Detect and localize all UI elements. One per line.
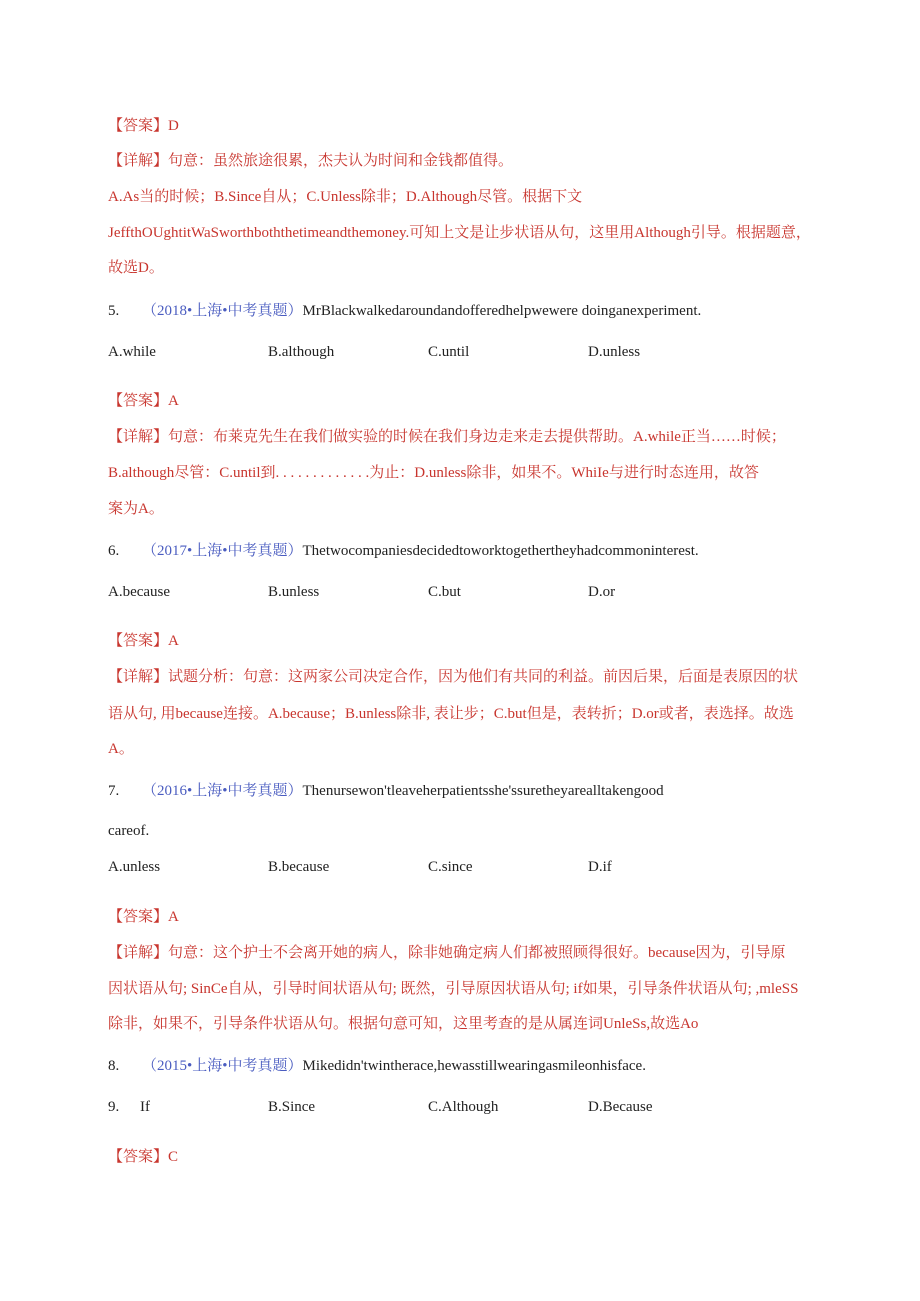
q8-option-a-number: 9. [108,1099,120,1115]
q7-option-d: D.if [588,859,612,875]
q8-answer: 【答案】C [108,1149,179,1165]
q5-option-d: D.unless [588,344,641,360]
q8-option-c: C.Although [428,1099,499,1115]
q5-question [108,302,701,320]
q7-options [108,858,748,876]
q8-stem: Mikedidn'twintherace,hewasstillwearingasmileonhisface. [302,1058,646,1074]
q6-option-c: C.but [428,584,461,600]
q4-explanation-line-1: 【详解】句意：虽然旅途很累，杰夫认为时间和金钱都值得。 [108,153,514,169]
q5-option-a: A.while [108,344,156,360]
q8-source-tag: （2015•上海•中考真题） [142,1058,303,1074]
q8-option-a [108,1098,150,1116]
q8-option-d: D.Because [588,1099,653,1115]
q5-explanation-line-3: 案为A。 [108,501,164,517]
q8-number: 8. [108,1058,120,1074]
q7-stem-continued: careof. [108,823,150,839]
q7-explanation-line-2: 因状语从句; SinCe自从，引导时间状语从句; 既然，引导原因状语从句; if如果，引导条件状语从句; ,mleSS [108,981,799,997]
q7-answer: 【答案】A [108,909,179,925]
q7-option-c: C.since [428,859,473,875]
q5-options [108,343,748,361]
q6-question [108,542,699,560]
q6-explanation-line-2: 语从句, 用because连接。A.because；B.unless除非, 表让步；C.but但是，表转折；D.or或者，表选择。故选 [108,706,794,722]
q4-answer: 【答案】D [108,118,179,134]
q6-source-tag: （2017•上海•中考真题） [142,543,303,559]
q6-option-b: B.unless [268,584,320,600]
q5-number: 5. [108,303,120,319]
q8-options [108,1098,748,1116]
q6-option-d: D.or [588,584,616,600]
q6-stem: Thetwocompaniesdecidedtoworktogethertheyhadcommoninterest. [302,543,699,559]
q5-answer: 【答案】A [108,393,179,409]
q5-option-c: C.until [428,344,470,360]
q5-option-b: B.although [268,344,335,360]
q4-explanation-line-3: JeffthOUghtitWaSworthboththetimeandthemoney.可知上文是让步状语从句，这里用Although引导。根据题意， [108,225,811,241]
q6-answer: 【答案】A [108,633,179,649]
q6-explanation-line-1: 【详解】试题分析：句意：这两家公司决定合作，因为他们有共同的利益。前因后果，后面是表原因的状 [108,669,799,685]
q6-explanation-line-3: A。 [108,741,134,757]
q7-stem: Thenursewon'tleaveherpatientsshe'ssuretheyarealltakengood [302,783,664,799]
q8-question [108,1057,646,1075]
q8-option-b: B.Since [268,1099,316,1115]
q8-option-a-text: If [140,1099,150,1115]
q5-explanation-line-1: 【详解】句意：布莱克先生在我们做实验的时候在我们身边走来走去提供帮助。A.while正当……时候； [108,429,786,445]
q7-explanation-line-3: 除非，如果不，引导条件状语从句。根据句意可知，这里考查的是从属连词UnleSs,故选Ao [108,1016,699,1032]
q4-explanation-line-4: 故选D。 [108,260,164,276]
q7-source-tag: （2016•上海•中考真题） [142,783,303,799]
q7-option-b: B.because [268,859,330,875]
q7-number: 7. [108,783,120,799]
q5-source-tag: （2018•上海•中考真题） [142,303,303,319]
q7-question [108,782,664,800]
q6-option-a: A.because [108,584,171,600]
q7-option-a: A.unless [108,859,161,875]
q7-explanation-line-1: 【详解】句意：这个护士不会离开她的病人，除非她确定病人们都被照顾得很好。because因为，引导原 [108,945,786,961]
q5-stem: MrBlackwalkedaroundandofferedhelpwewere doinganexperiment. [302,303,702,319]
q5-explanation-line-2: B.although尽管：C.until到. . . . . . . . . . . . .为止：D.unless除非，如果不。WhiIe与进行时态连用，故答 [108,465,759,481]
q6-number: 6. [108,543,120,559]
q4-explanation-line-2: A.As当的时候；B.Since自从；C.Unless除非；D.Although尽管。根据下文 [108,189,583,205]
q6-options [108,583,748,601]
